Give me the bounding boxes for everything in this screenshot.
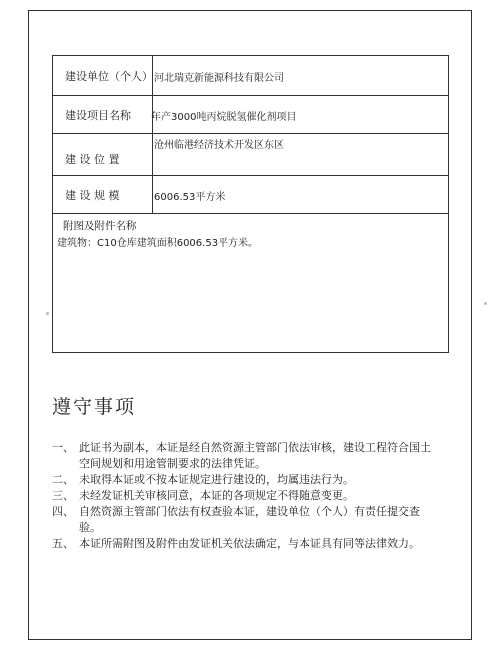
- attachments-section: [53, 214, 448, 352]
- label-construction-unit: 建设单位（个人）: [53, 56, 153, 95]
- scan-speck: [484, 302, 487, 305]
- row-project-name: [53, 96, 448, 134]
- note-number: 四、: [52, 505, 74, 518]
- row-scale: [53, 176, 448, 214]
- note-item: [52, 536, 432, 552]
- row-location: [53, 134, 448, 176]
- note-item: [52, 488, 432, 504]
- notes-title: 遵守事项: [52, 396, 137, 418]
- note-text: 未经发证机关审核同意，本证的各项规定不得随意变更。: [79, 489, 354, 502]
- value-project-name: 年产3000吨丙烷脱氢催化剂项目: [151, 112, 297, 123]
- value-scale: 6006.53平方米: [154, 192, 226, 203]
- note-item: [52, 440, 432, 472]
- notes-list: [52, 440, 432, 552]
- label-location: 建 设 位 置: [53, 134, 153, 175]
- note-number: 五、: [52, 537, 74, 550]
- value-construction-unit: 河北瑞克新能源科技有限公司: [154, 73, 284, 84]
- note-item: [52, 504, 432, 536]
- attachments-label: 附图及附件名称: [63, 220, 137, 232]
- label-scale: 建 设 规 模: [53, 176, 153, 213]
- note-item: [52, 472, 432, 488]
- row-construction-unit: [53, 56, 448, 96]
- scan-speck: [46, 312, 49, 315]
- note-number: 二、: [52, 473, 74, 486]
- construction-info-table: [52, 55, 449, 353]
- note-text: 本证所需附图及附件由发证机关依法确定，与本证具有同等法律效力。: [79, 537, 420, 550]
- note-number: 一、: [52, 441, 74, 454]
- attachments-value: 建筑物：C10仓库建筑面积6006.53平方米。: [57, 238, 259, 249]
- note-text: 自然资源主管部门依法有权查验本证，建设单位（个人）有责任提交查验。: [79, 505, 420, 534]
- note-text: 此证书为副本，本证是经自然资源主管部门依法审核，建设工程符合国土空间规划和用途管制要求的法律凭证。: [79, 441, 431, 470]
- label-project-name: 建设项目名称: [53, 96, 153, 133]
- note-number: 三、: [52, 489, 74, 502]
- note-text: 未取得本证或不按本证规定进行建设的，均属违法行为。: [79, 473, 354, 486]
- value-location: 沧州临港经济技术开发区东区: [154, 140, 284, 151]
